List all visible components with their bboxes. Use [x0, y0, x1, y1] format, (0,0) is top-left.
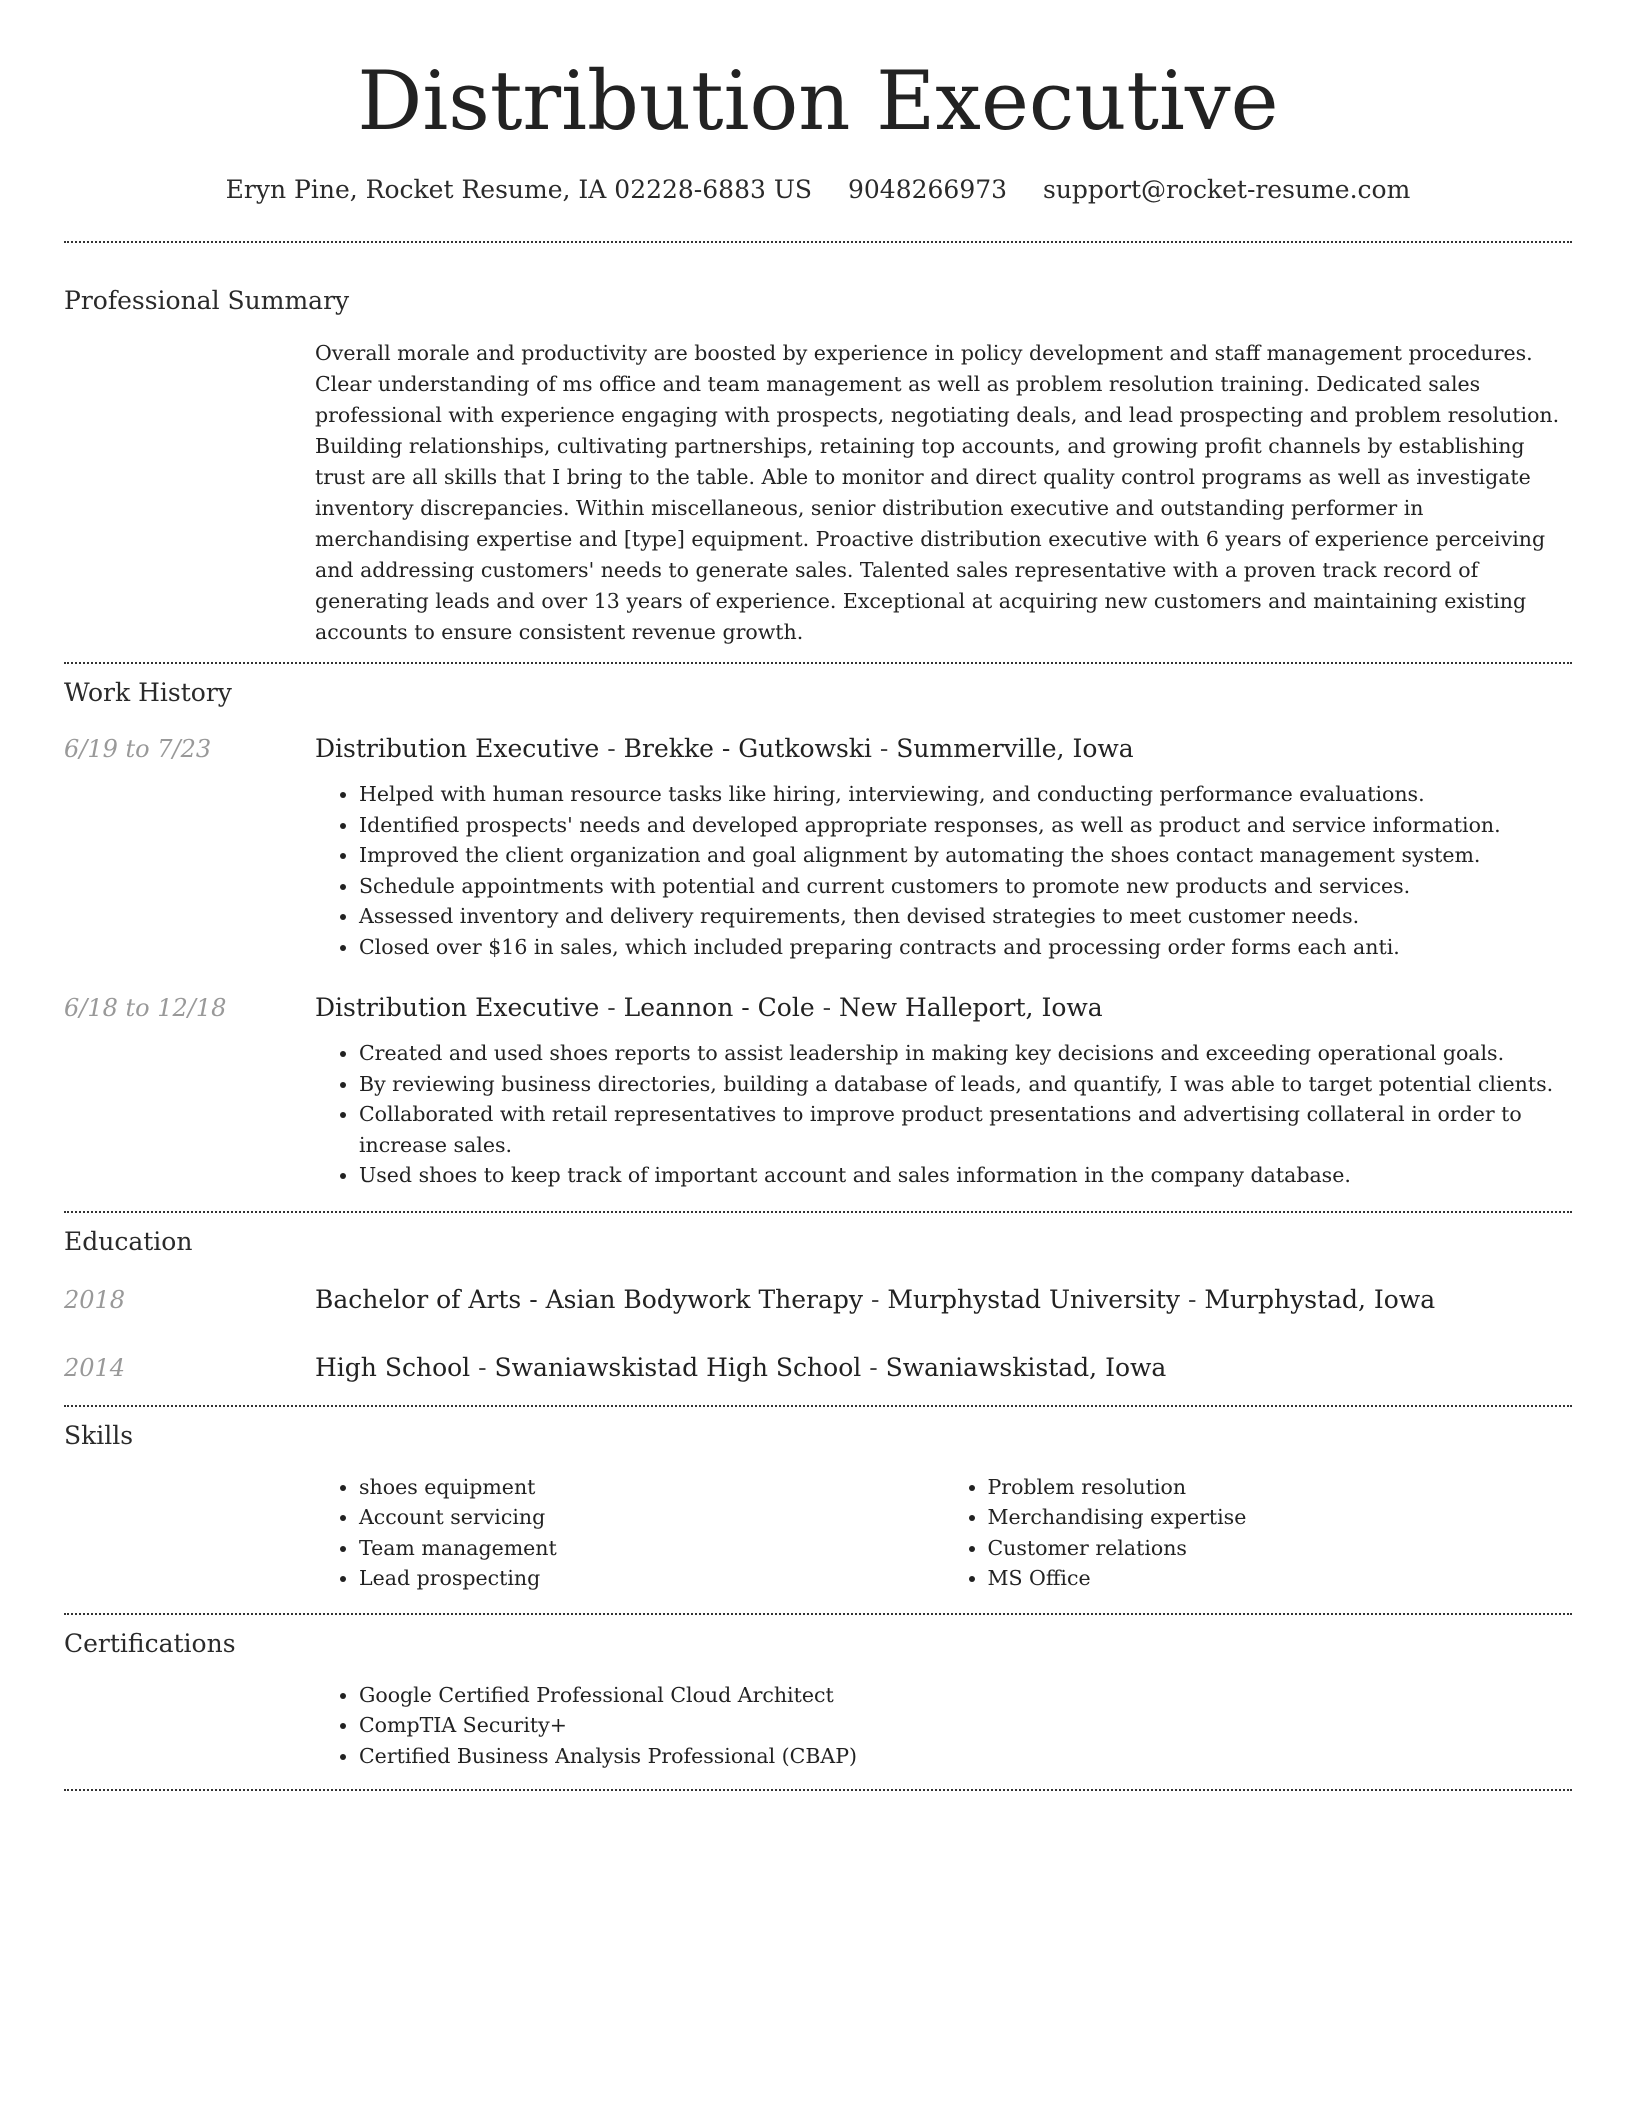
education-heading — [315, 1283, 1572, 1317]
education-year: 2014 — [64, 1353, 126, 1382]
job-location: Summerville, Iowa — [896, 734, 1134, 763]
separator: - — [861, 1352, 886, 1382]
job-heading — [315, 991, 1572, 1025]
contact-line — [64, 172, 1572, 208]
job-company: Brekke - Gutkowski — [623, 734, 872, 763]
list-item: • Closed over $16 in sales, which included preparing contracts and processing order forms each anti. — [359, 932, 1572, 963]
list-item: • Lead prospecting — [359, 1563, 944, 1594]
job-entry — [64, 991, 1572, 1191]
divider — [64, 241, 1572, 243]
contact-phone: 9048266973 — [847, 175, 1008, 204]
list-item: • Problem resolution — [988, 1472, 1573, 1503]
list-item: • Identified prospects' needs and developed appropriate responses, as well as product and service information. — [359, 810, 1572, 841]
list-item: • Used shoes to keep track of important account and sales information in the company database. — [359, 1160, 1572, 1191]
certifications-row — [64, 1680, 1572, 1772]
education-degree: Bachelor of Arts - Asian Bodywork Therapy — [315, 1284, 864, 1314]
education-heading — [315, 1351, 1572, 1385]
skills-list-left — [315, 1472, 944, 1594]
list-item: • Google Certified Professional Cloud Architect — [359, 1680, 1572, 1711]
job-bullets — [315, 1038, 1572, 1191]
list-item: • Merchandising expertise — [988, 1502, 1573, 1533]
list-item: • Created and used shoes reports to assist leadership in making key decisions and exceeding operational goals. — [359, 1038, 1572, 1069]
education-entry — [64, 1283, 1572, 1317]
education-school: Swaniawskistad High School — [494, 1352, 862, 1382]
divider — [64, 1789, 1572, 1791]
list-item: • Team management — [359, 1533, 944, 1564]
contact-address: Eryn Pine, Rocket Resume, IA 02228-6883 US — [225, 175, 813, 204]
section-title-skills: Skills — [64, 1420, 134, 1450]
skills-list-right — [944, 1472, 1573, 1594]
separator: - — [599, 734, 624, 763]
job-location: New Halleport, Iowa — [838, 993, 1103, 1022]
separator: - — [871, 734, 897, 763]
contact-email: support@rocket-resume.com — [1043, 175, 1411, 204]
list-item: • By reviewing business directories, building a database of leads, and quantify, I was able to target potential clients. — [359, 1069, 1572, 1100]
separator: - — [599, 993, 624, 1022]
job-entry — [64, 732, 1572, 962]
job-dates: 6/18 to 12/18 — [64, 994, 227, 1022]
section-title-summary: Professional Summary — [64, 286, 350, 315]
resume-title: Distribution Executive — [357, 55, 1279, 149]
education-school: Murphystad University — [887, 1284, 1181, 1314]
skills-row — [64, 1472, 1572, 1594]
education-degree: High School — [315, 1352, 471, 1382]
separator: - — [470, 1352, 495, 1382]
job-role: Distribution Executive — [315, 734, 600, 763]
summary-text: Overall morale and productivity are boosted by experience in policy development and staff management procedures. Clear understanding of ms office and team management as well as problem resolution training. Dedicated sales professional with experience engaging with prospects, negotiating deals, and lead prospecting and problem resolution. Building relationships, cultivating partnerships, retaining top accounts, and growing profit channels by establishing trust are all skills that I bring to the table. Able to monitor and direct quality control programs as well as investigate inventory discrepancies. Within miscellaneous, senior distribution executive and outstanding performer in merchandising expertise and [type] equipment. Proactive distribution executive with 6 years of experience perceiving and addressing customers' needs to generate sales. Talented sales representative with a proven track record of generating leads and over 13 years of experience. Exceptional at acquiring new customers and maintaining existing accounts to ensure consistent revenue growth. — [315, 341, 1560, 644]
education-location: Swaniawskistad, Iowa — [885, 1352, 1167, 1382]
list-item: • shoes equipment — [359, 1472, 944, 1503]
list-item: • Account servicing — [359, 1502, 944, 1533]
section-title-certifications: Certifications — [64, 1628, 236, 1658]
job-bullets — [315, 779, 1572, 962]
list-item: • Certified Business Analysis Professional (CBAP) — [359, 1741, 1572, 1772]
section-title-work: Work History — [64, 678, 232, 707]
list-item: • Collaborated with retail representatives to improve product presentations and advertising collateral in order to increase sales. — [359, 1099, 1572, 1160]
section-title-education: Education — [64, 1226, 193, 1256]
list-item: • Customer relations — [988, 1533, 1573, 1564]
list-item: • Assessed inventory and delivery requirements, then devised strategies to meet customer needs. — [359, 901, 1572, 932]
summary-row — [64, 338, 1572, 648]
education-entry — [64, 1351, 1572, 1385]
divider — [64, 1405, 1572, 1407]
job-role: Distribution Executive — [315, 993, 600, 1022]
skills-grid — [315, 1472, 1572, 1594]
divider — [64, 1211, 1572, 1213]
list-item: • CompTIA Security+ — [359, 1710, 1572, 1741]
job-heading — [315, 732, 1572, 766]
list-item: • MS Office — [988, 1563, 1573, 1594]
separator: - — [814, 993, 839, 1022]
list-item: • Schedule appointments with potential and current customers to promote new products and services. — [359, 871, 1572, 902]
list-item: • Improved the client organization and goal alignment by automating the shoes contact management system. — [359, 840, 1572, 871]
separator: - — [863, 1284, 888, 1314]
resume-page — [64, 0, 1572, 1791]
list-item: • Helped with human resource tasks like hiring, interviewing, and conducting performance evaluations. — [359, 779, 1572, 810]
certifications-list — [315, 1680, 1572, 1772]
job-dates: 6/19 to 7/23 — [64, 735, 212, 763]
job-company: Leannon - Cole — [623, 993, 815, 1022]
education-location: Murphystad, Iowa — [1204, 1284, 1436, 1314]
separator: - — [1180, 1284, 1205, 1314]
divider — [64, 662, 1572, 664]
divider — [64, 1613, 1572, 1615]
education-year: 2018 — [64, 1285, 126, 1314]
